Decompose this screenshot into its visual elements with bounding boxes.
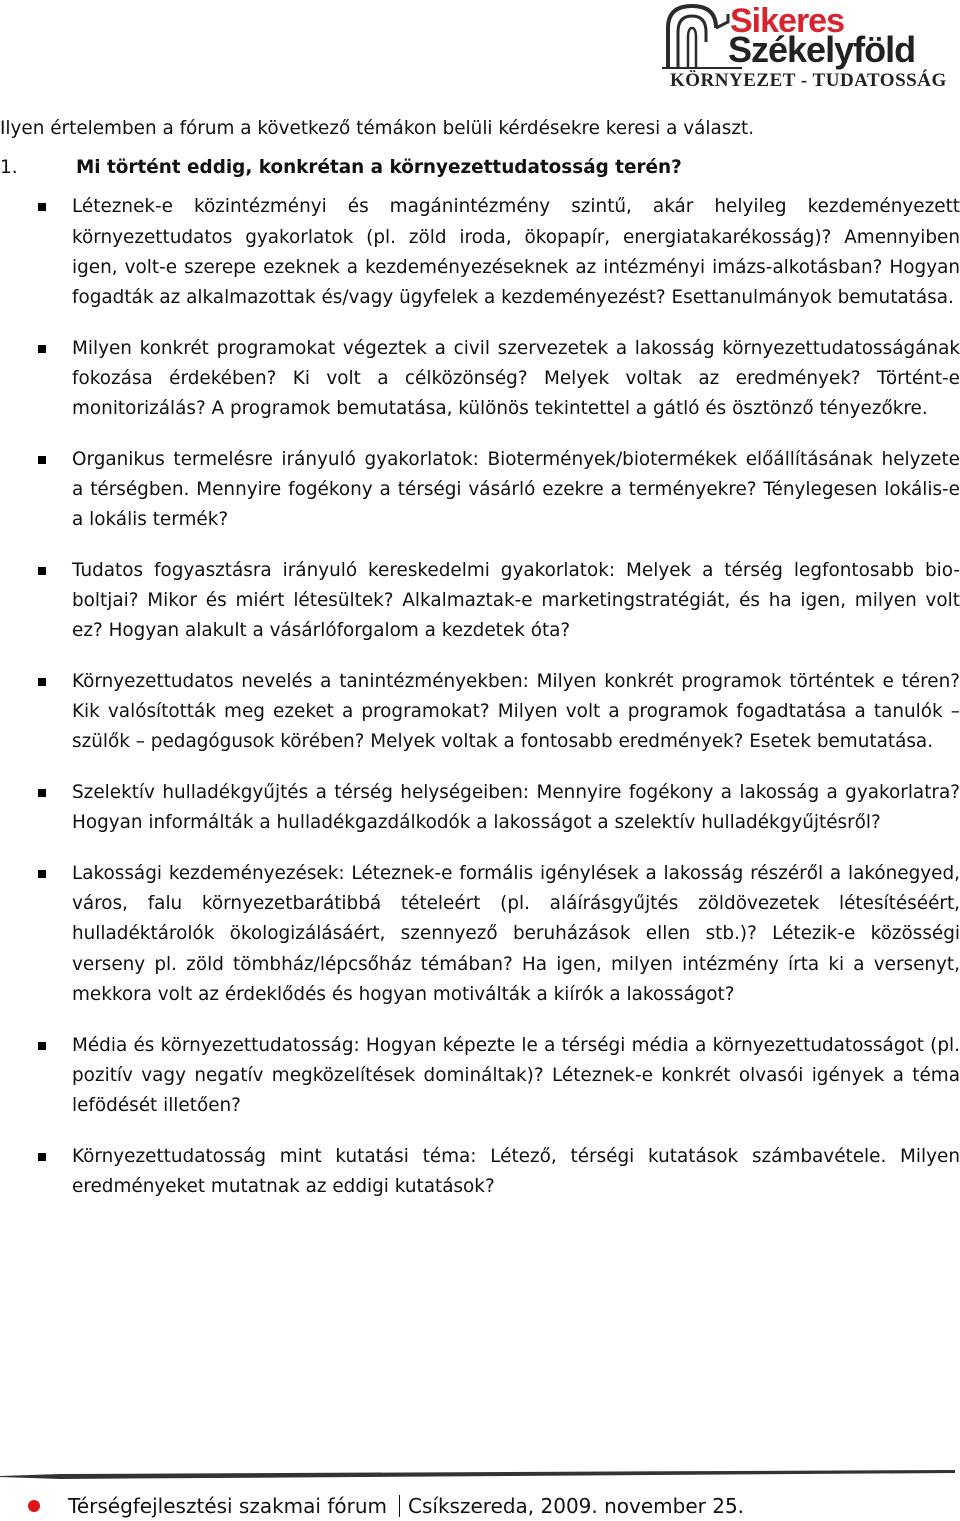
footer	[28, 1491, 744, 1521]
document-body	[0, 114, 960, 1202]
list-item	[0, 556, 960, 647]
list-item-text: Szelektív hulladékgyűjtés a térség helységeiben: Mennyire fogékony a lakosság a gyakorlatra? Hogyan informálták a hulladékgazdálkodók a lakosságot a szelektív hulladékgyűjtésről?	[72, 782, 960, 834]
question-list	[0, 192, 960, 1202]
section-number: 1.	[0, 157, 18, 179]
list-item	[0, 667, 960, 758]
list-item	[0, 1142, 960, 1202]
square-bullet-icon	[38, 678, 46, 686]
list-item-text: Milyen konkrét programokat végeztek a civil szervezetek a lakosság környezettudatosságának fokozása érdekében? Ki volt a célközönség? Melyek voltak az eredmények? Történt-e monitorizálás? A programok bemutatása, különös tekintettel a gátló és ösztönző tényezőkre.	[72, 337, 960, 420]
list-item-text: Média és környezettudatosság: Hogyan képezte le a térségi média a környezettudatosságot (pl. pozitív vagy negatív megközelítések domináltak)? Léteznek-e konkrét olvasói igények a téma lefödését illetően?	[72, 1034, 960, 1116]
list-item	[0, 445, 960, 536]
logo	[662, 2, 958, 104]
list-item-text: Tudatos fogyasztásra irányuló kereskedelmi gyakorlatok: Melyek a térség legfontosabb bio-boltjai? Mikor és miért létesültek? Alkalmaztak-e marketingstratégiát, és ha igen, milyen volt ez? Hogyan alakult a vásárlóforgalom a kezdetek óta?	[72, 559, 960, 642]
list-item-text: Környezettudatos nevelés a tanintézményekben: Milyen konkrét programok történtek e téren? Kik valósították meg ezeket a programokat? Milyen volt a programok fogadtatása a tanulók – szülők – pedagógusok körében? Melyek voltak a fontosabb eredmények? Esetek bemutatása.	[72, 671, 960, 753]
list-item-text: Organikus termelésre irányuló gyakorlatok: Biotermények/biotermékek előállításának helyzete a térségben. Mennyire fogékony a térségi vásárló ezekre a terményekre? Ténylegesen lokális-e a lokális termék?	[72, 448, 960, 531]
footer-separator	[399, 1495, 400, 1517]
square-bullet-icon	[38, 870, 46, 878]
list-item-text: Környezettudatosság mint kutatási téma: Létező, térségi kutatások számbavétele. Milyen eredményeket mutatnak az eddigi kutatások?	[72, 1145, 960, 1197]
section-title: Mi történt eddig, konkrétan a környezettudatosság terén?	[76, 157, 682, 179]
logo-text-sikeres: Sikeres	[730, 2, 844, 40]
logo-tagline: KÖRNYEZET - TUDATOSSÁG	[670, 70, 947, 91]
footer-event: Térségfejlesztési szakmai fórum	[68, 1494, 387, 1518]
red-dot-icon	[28, 1500, 40, 1512]
logo-text-szekelyfold: Székelyföld	[728, 29, 916, 70]
footer-place-date: Csíkszereda, 2009. november 25.	[408, 1494, 745, 1518]
list-item-text: Léteznek-e közintézményi és magánintézmény szintű, akár helyileg kezdeményezett környezettudatos gyakorlatok (pl. zöld iroda, ökopapír, energiatakarékosság)? Amennyiben igen, volt-e szerepe ezeknek a kezdeményezéseknek az intézményi imázs-alkotásban? Hogyan fogadták az alkalmazottak és/vagy ügyfelek a kezdeményezést? Esettanulmányok bemutatása.	[72, 196, 960, 309]
list-item	[0, 859, 960, 1010]
footer-divider	[0, 1470, 960, 1482]
list-item-text: Lakossági kezdeményezések: Léteznek-e formális igénylések a lakosság részéről a lakónegyed, város, falu környezetbarátibbá tételeért (pl. aláírásgyűjtés zöldövezetek létesítéséért, hulladéktárolók ökologizálásáért, szennyező beruházások ellen stb.)? Létezik-e közösségi verseny pl. zöld tömbház/lépcsőház témában? Ha igen, milyen intézmény írta ki a versenyt, mekkora volt az érdeklődés és hogyan motiválták a kiírók a lakosságot?	[72, 863, 960, 1005]
intro-paragraph: Ilyen értelemben a fórum a következő témákon belüli kérdésekre keresi a választ.	[0, 118, 755, 139]
square-bullet-icon	[38, 1153, 46, 1161]
list-item	[0, 778, 960, 838]
square-bullet-icon	[38, 567, 46, 575]
list-item	[0, 334, 960, 425]
section-heading	[0, 153, 960, 183]
list-item	[0, 192, 960, 313]
list-item	[0, 1031, 960, 1122]
square-bullet-icon	[38, 789, 46, 797]
square-bullet-icon	[38, 1042, 46, 1050]
square-bullet-icon	[38, 345, 46, 353]
square-bullet-icon	[38, 203, 46, 211]
square-bullet-icon	[38, 456, 46, 464]
